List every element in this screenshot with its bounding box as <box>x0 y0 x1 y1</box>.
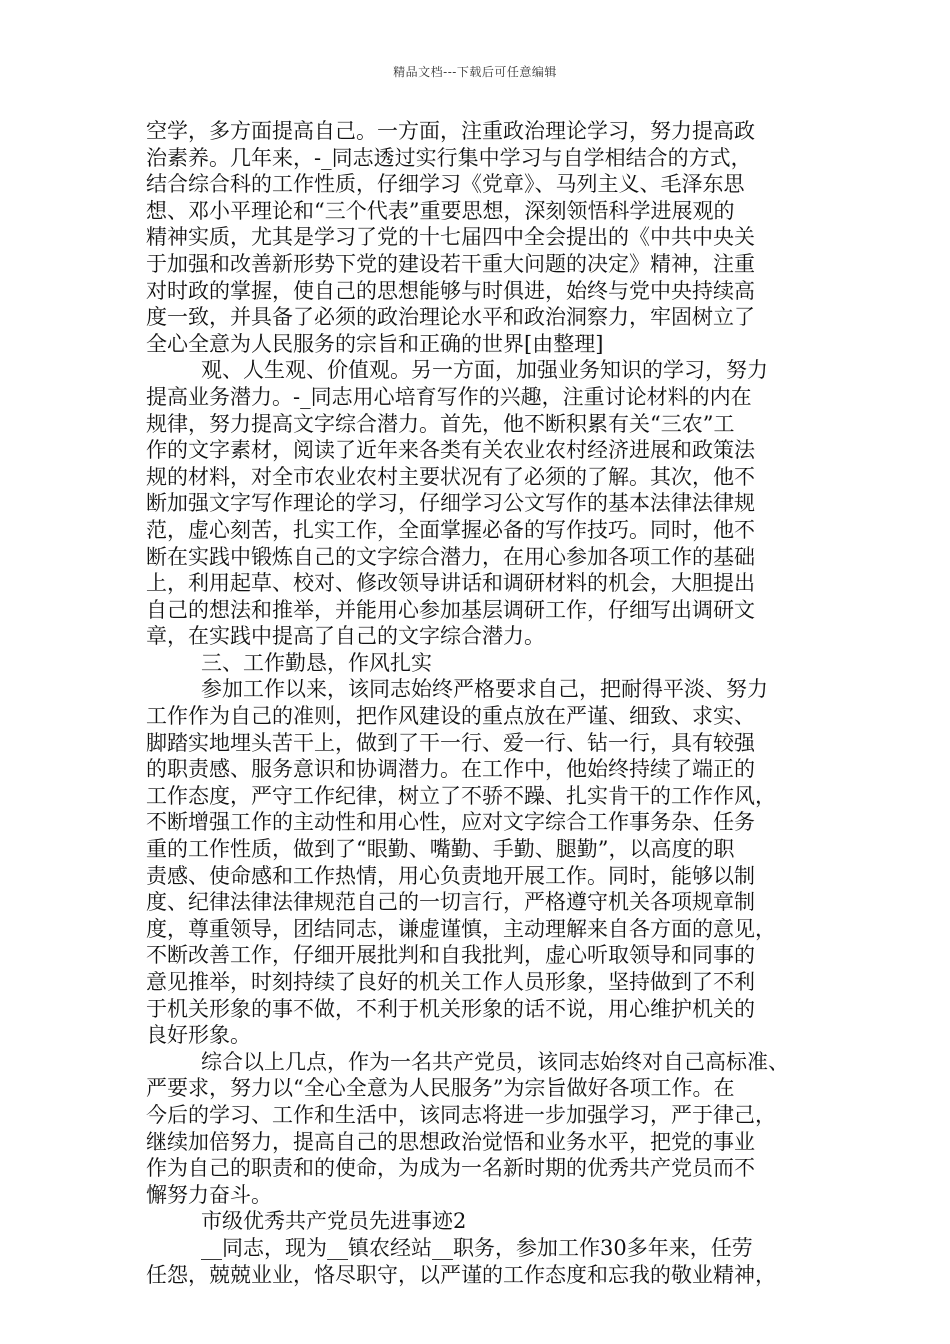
text-line: 综合以上几点，作为一名共产党员，该同志始终对自己高标准、 <box>201 1049 789 1074</box>
text-line: 市级优秀共产党员先进事迹2 <box>201 1209 467 1234</box>
text-line: 重的工作性质，做到了“眼勤、嘴勤、手勤、腿勤”，以高度的职 <box>146 837 735 862</box>
text-line: 断加强文字写作理论的学习，仔细学习公文写作的基本法律法律规 <box>146 491 755 516</box>
text-line: 不断改善工作，仔细开展批判和自我批判，虚心听取领导和同事的 <box>146 943 755 968</box>
text-line: 上，利用起草、校对、修改领导讲话和调研材料的机会，大胆提出 <box>146 571 755 596</box>
text-line: 于加强和改善新形势下党的建设若干重大问题的决定》精神，注重 <box>146 251 755 276</box>
text-line: 继续加倍努力，提高自己的思想政治觉悟和业务水平，把党的事业 <box>146 1129 755 1154</box>
text-line: 治素养。几年来，-_同志透过实行集中学习与自学相结合的方式， <box>146 145 752 170</box>
text-line: 范，虚心刻苦，扎实工作，全面掌握必备的写作技巧。同时，他不 <box>146 517 755 542</box>
page-header: 精品文档---下载后可任意编辑 <box>393 65 557 79</box>
text-line: 严要求，努力以“全心全意为人民服务”为宗旨做好各项工作。在 <box>146 1076 735 1101</box>
text-line: 今后的学习、工作和生活中，该同志将进一步加强学习，严于律己， <box>146 1102 776 1127</box>
text-line: 想、邓小平理论和“三个代表”重要思想，深刻领悟科学进展观的 <box>146 198 735 223</box>
text-line: 结合综合科的工作性质，仔细学习《党章》、马列主义、毛泽东思 <box>146 172 745 197</box>
text-line: 规的材料，对全市农业农村主要状况有了必须的了解。其次，他不 <box>146 464 755 489</box>
text-line: 断在实践中锻炼自己的文字综合潜力，在用心参加各项工作的基础 <box>146 544 755 569</box>
text-line: 对时政的掌握，使自己的思想能够与时俱进，始终与党中央持续高 <box>146 278 755 303</box>
text-line: 提高业务潜力。-_同志用心培育写作的兴趣，注重讨论材料的内在 <box>146 384 752 409</box>
text-line: 规律，努力提高文字综合潜力。首先，他不断积累有关“三农”工 <box>146 411 735 436</box>
text-line: 责感、使命感和工作热情，用心负责地开展工作。同时，能够以制 <box>146 863 755 888</box>
text-line: 工作态度，严守工作纪律，树立了不骄不躁、扎实肯干的工作作风， <box>146 783 776 808</box>
text-line: 不断增强工作的主动性和用心性，应对文字综合工作事务杂、任务 <box>146 810 755 835</box>
document-body <box>146 118 826 1288</box>
text-line: 章，在实践中提高了自己的文字综合潜力。 <box>146 624 545 649</box>
text-line: 懈努力奋斗。 <box>146 1182 272 1207</box>
text-line: 的职责感、服务意识和协调潜力。在工作中，他始终持续了端正的 <box>146 757 755 782</box>
text-line: 观、人生观、价值观。另一方面，加强业务知识的学习，努力 <box>201 358 768 383</box>
text-line: 作的文字素材，阅读了近年来各类有关农业农村经济进展和政策法 <box>146 438 755 463</box>
text-line: 脚踏实地埋头苦干上，做到了干一行、爱一行、钻一行，具有较强 <box>146 730 755 755</box>
text-line: 空学，多方面提高自己。一方面，注重政治理论学习，努力提高政 <box>146 119 755 143</box>
text-line: 意见推举，时刻持续了良好的机关工作人员形象，坚持做到了不利 <box>146 970 755 994</box>
text-line: 作为自己的职责和的使命，为成为一名新时期的优秀共产党员而不 <box>146 1156 755 1181</box>
text-line: __同志，现为__镇农经站__职务，参加工作30多年来，任劳 <box>201 1235 753 1260</box>
text-line: 自己的想法和推举，并能用心参加基层调研工作，仔细写出调研文 <box>146 597 755 622</box>
text-line: 参加工作以来，该同志始终严格要求自己，把耐得平淡、努力 <box>201 677 768 702</box>
text-line: 于机关形象的事不做，不利于机关形象的话不说，用心维护机关的 <box>146 996 755 1021</box>
text-line: 度，尊重领导，团结同志，谦虚谨慎，主动理解来自各方面的意见， <box>146 916 776 941</box>
text-line: 全心全意为人民服务的宗旨和正确的世界[由整理] <box>146 331 604 356</box>
text-line: 工作作为自己的准则，把作风建设的重点放在严谨、细致、求实、 <box>146 704 755 729</box>
text-line: 度一致，并具备了必须的政治理论水平和政治洞察力，牢固树立了 <box>146 305 755 330</box>
text-line: 三、工作勤恳，作风扎实 <box>201 650 432 675</box>
text-line: 任怨，兢兢业业，恪尽职守，以严谨的工作态度和忘我的敬业精神， <box>146 1262 776 1287</box>
text-line: 良好形象。 <box>146 1023 251 1048</box>
text-line: 度、纪律法律法律规范自己的一切言行，严格遵守机关各项规章制 <box>146 890 755 915</box>
text-line: 精神实质，尤其是学习了党的十七届四中全会提出的《中共中央关 <box>146 225 755 250</box>
